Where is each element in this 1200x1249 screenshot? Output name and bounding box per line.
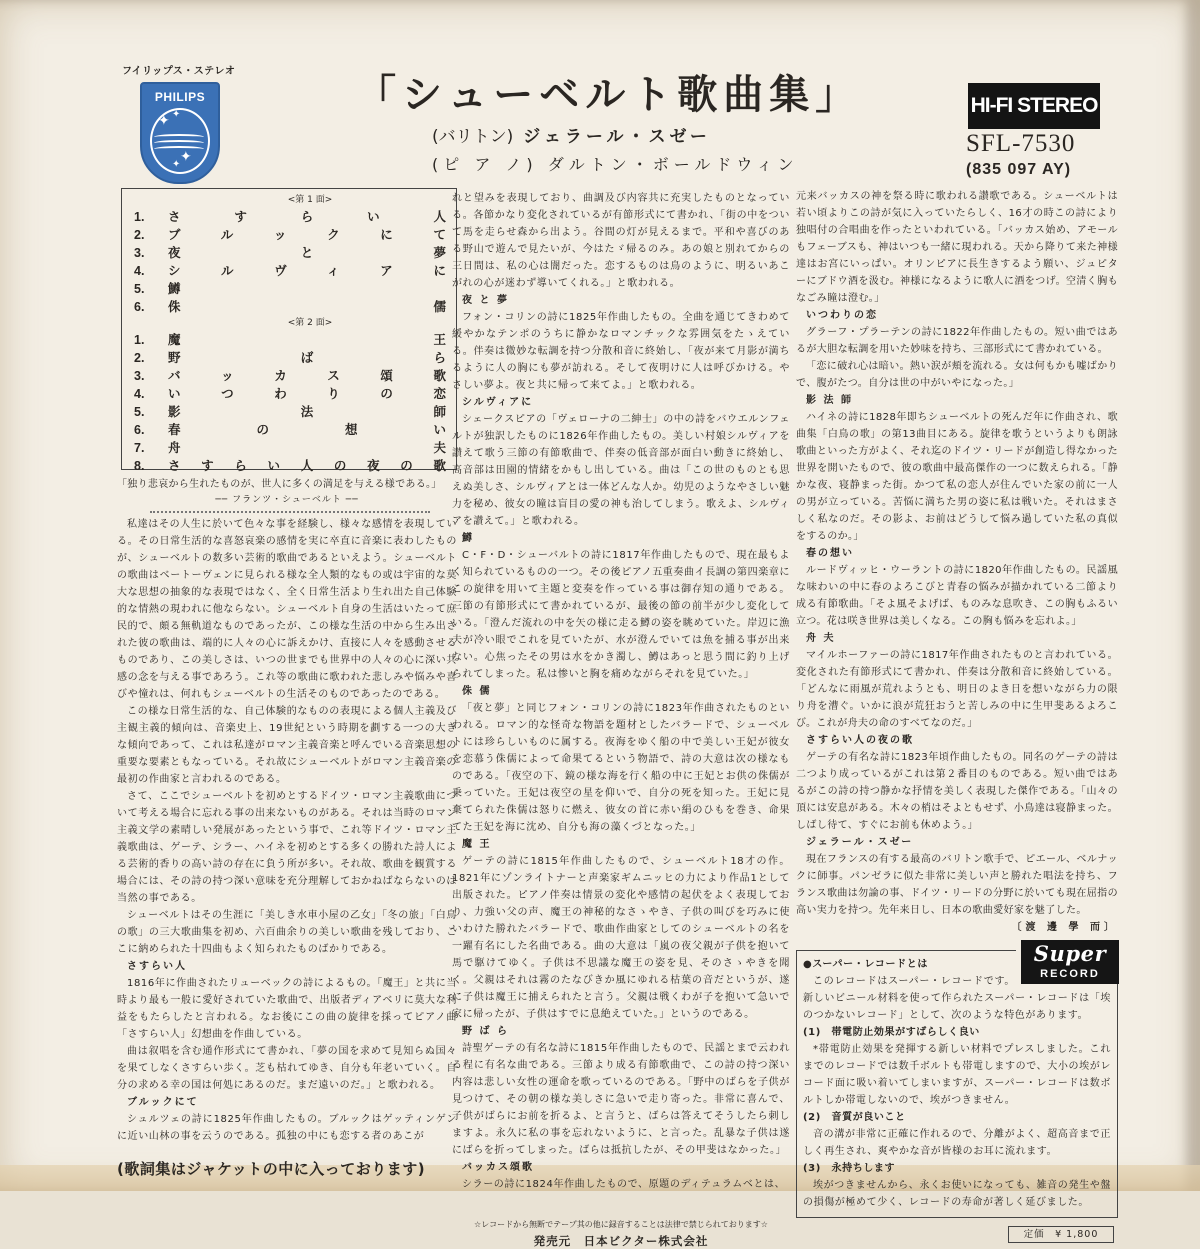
publisher: 発売元 日本ビクター株式会社	[533, 1234, 709, 1248]
super-logo-text: Super	[1033, 941, 1107, 966]
pianist-line: (ピ ア ノ) ダルトン・ボールドウィン	[432, 155, 799, 174]
track-title: 侏儒	[168, 299, 446, 314]
epigraph-quote: 「独り悲哀から生れたものが、世人に多くの満足を与える様である。」	[117, 479, 442, 490]
paragraph: シラーの詩に1824年作曲したもので、原題のディテュラムベとは、	[462, 1179, 786, 1190]
feature-body: 音の溝が非常に正確に作れるので、分離がよく、超高音まで正しく再生され、爽やかな音が皆様のお耳に流れます。	[803, 1129, 1111, 1157]
paragraph: れと望みを表現しており、曲調及び内容共に充実したものとなっている。各節かなり変化されているが有節形式にて書かれ、「街の中をついて馬を走らせ森から出よう。谷間の灯が見えるまで。平和や喜びのある野山で遊んで見たいが、今はたゞ帰るのみ。あの娘と別れてからの三日間は、私の心は闇だった。恋するものは鳥のように、明るいあこがれの心が迷わず導いてくれる。」と歌われる。	[452, 193, 790, 289]
track-number: 2.	[134, 351, 145, 365]
epigraph-attribution: ── フランツ・シューベルト ──	[215, 495, 359, 505]
paragraph: 「夜と夢」と同じフォン・コリンの詩に1823年作曲されたものといわれる。ロマン的な怪奇な物語を題材としたバラードで、シューベルトには珍らしいものに属する。夜海をゆく船の中で美しい王妃が彼女を恋慕う侏儒によって命果てるという物語で、詩の大意は次の様なものである。「夜空の下、鏡の様な海を行く船の中に王妃とお供の侏儒が乗っていた。王妃は夜空の星を仰いで、自分の死を知った。王妃に見棄てられた侏儒は怒りに燃え、彼女の首に赤い絹のひもを巻き、命果てた王妃を海に沈め、自分も海の藻くづとなった。」	[452, 703, 790, 833]
side-label: <第 1 面>	[287, 195, 333, 205]
record-logo-text: RECORD	[1040, 968, 1100, 980]
paragraph: 曲は叙唱を含む通作形式にて書かれ、「夢の国を求めて見知らぬ国々を果てしなくさすらい歩く。芝も枯れてゆき、自分も年老いていく。自分の求める幸の国は何処にあるのだ。まだ遠いのだ。」と歌われる。	[117, 1046, 457, 1091]
track-item	[134, 280, 446, 298]
feature-title: (3) 永持ちします	[803, 1163, 896, 1174]
song-heading: ジェラール・スゼー	[806, 837, 914, 848]
super-record-heading: ●スーパー・レコードとは	[803, 959, 928, 970]
lyrics-note: (歌詞集はジャケットの中に入っております)	[117, 1160, 426, 1178]
track-item	[134, 349, 446, 367]
liner-notes-right-column	[796, 188, 1118, 936]
track-item	[134, 331, 446, 349]
track-title: いつわりの恋	[168, 386, 446, 401]
track-number: 1.	[134, 333, 145, 347]
song-heading: いつわりの恋	[806, 310, 878, 321]
baritone-name: ジェラール・スゼー	[523, 127, 711, 147]
box-border	[796, 950, 1016, 951]
wave-icon	[154, 146, 204, 152]
song-heading: 侏 儒	[462, 686, 492, 697]
star-icon: ✦	[158, 113, 170, 129]
track-title: シルヴィアに	[168, 263, 446, 278]
liner-notes-middle-column	[452, 190, 790, 1193]
track-item	[134, 208, 446, 226]
catalog-number-secondary: (835 097 AY)	[966, 161, 1072, 178]
track-item	[134, 226, 446, 244]
track-number: 6.	[134, 300, 145, 314]
track-number: 1.	[134, 210, 145, 224]
star-icon: ✦	[172, 109, 181, 120]
track-number: 3.	[134, 369, 145, 383]
feature-title: (2) 音質が良いこと	[803, 1112, 906, 1123]
track-item	[134, 421, 446, 439]
brand-caption: フイリップス・ステレオ	[122, 66, 236, 77]
track-number: 5.	[134, 282, 145, 296]
right-column-wrapper	[796, 188, 1118, 1243]
track-number: 7.	[134, 441, 145, 455]
side-label: <第 2 面>	[287, 318, 333, 328]
author-signature: 〔渡 邊 學 而〕	[1011, 922, 1118, 933]
paragraph: 1816年に作曲されたリューベックの詩によるもの。「魔王」と共に当時より最も一般に愛好されていた歌曲で、出版者ディアベリに莫大な利益をもたらしたと言われる。なお後にこの曲の旋律を採ってピアノ曲「さすらい人」幻想曲を作曲している。	[117, 978, 457, 1040]
track-number: 3.	[134, 246, 145, 260]
track-number: 8.	[134, 459, 145, 473]
track-title: 鱒	[168, 281, 181, 296]
paragraph: フォン・コリンの詩に1825年作曲したもの。全曲を通じてきわめて緩やかなテンポのうちに静かなロマンチックな雰囲気をたゝえている。伴奏は微妙な転調を持つ分散和音に終始し、「夜が来て月影が満ちるように人の胸にも夢が訪れる。そして夜明けに人は呼びかける。やさしい夢よ。夜と共に帰って来てよ。」と歌われる。	[452, 312, 790, 391]
song-heading: 夜 と 夢	[462, 295, 509, 306]
paragraph: 「恋に破れ心は暗い。熱い涙が頬を流れる。女は何もかも嘘ばかりで、腹がたつ。自分は世の中がいやになった。」	[796, 361, 1118, 389]
baritone-label: (バリトン)	[432, 127, 514, 147]
track-number: 4.	[134, 387, 145, 401]
song-heading: 春の想い	[806, 548, 854, 559]
paragraph: 私達はその人生に於いて色々な事を経験し、様々な感情を表現している。その日常生活的な喜怒哀楽の感情を実に卒直に音楽に表わしたものが、シューベルトの数多い芸術的歌曲であるといえよう。シューベルトの歌曲はベートーヴェンに見られる様な全人類的なもの或は宇宙的な莫大な思想の抽象的な表現ではなく、全く日常生活より生れ出た自己体験的な情熱の現われに他ならない。シューベルト自身の生活はいたって庶民的で、頗る無軌道なものであったが、この様な生活の中から生み出された彼の歌曲は、端的に人々の心に訴えかけ、直接に人々を感動させるものであり、この美しさは、いつの世までも世界中の人々の心に深い共感の念を与える事であろう。これ等の歌曲に歌われた悲しみや悩みや喜びや憧れは、何れもシューベルトの生活そのものであったのである。	[117, 519, 457, 700]
paragraph: ルードヴィッヒ・ウーラントの詩に1820年作曲したもの。民謡風な味わいの中に春のよろこびと青春の悩みが描かれている二節より成る有節歌曲。「そよ風そよげば、ものみな息吹き、この胸もふるい立つ。花は咲き世界は美しくなる。この胸も悩みを忘れよ。」	[796, 565, 1118, 627]
paragraph: 現在フランスの有する最高のバリトン歌手で、ピエール、ベルナックに師事。パンゼラに似た非常に美しい声と勝れた唱法を持ち、フランス歌曲は勿論の事、ドイツ・リードの分野に於いても現在屈指の高い実力を持つ。先年来日し、日本の歌曲愛好家を魅了した。	[796, 854, 1118, 916]
track-item	[134, 298, 446, 316]
paragraph: C・F・D・シューバルトの詩に1817年作曲したもので、現在最もよく知られているものの一つ。その後ピアノ五重奏曲イ長調の第四楽章にこの旋律を用いて主題と変奏を作っている事は御存知の通りである。三節の有節形式にて書かれているが、最後の節の前半が少し変化している。「澄んだ流れの中を矢の様に走る鱒の姿を眺めていた。岸辺に漁夫が冷い眼でこれを見ていたが、水が澄んでいては魚を捕る事が出来ない。心焦ったその男は水をかき濁し、鱒はあっと思う間に釣り上げられてしまった。私は惨いと胸を痛めながらそれを見ていた。」	[452, 550, 790, 680]
feature-title: (1) 帯電防止効果がすばらしく良い	[803, 1027, 980, 1038]
feature-body: *帯電防止効果を発揮する新しい材料でプレスしました。これまでのレコードでは数千ボルトも帯電しますので、大小の埃がレコード面に吸い着いてしまいますが、スーパー・レコードは数ボルトしか帯電しないので、埃がつきません。	[803, 1044, 1111, 1106]
paragraph: ゲーテの有名な詩に1823年頃作曲したもの。同名のゲーテの詩は二つより成っているがこれは第２番目のものである。短い曲ではあるがこの詩の持つ静かな抒情を美しく表現した傑作である。「山々の頂には安息がある。木々の梢はそよともせず、小鳥達は寝静まった。しばし待て、すぐにお前も休めよう。」	[796, 752, 1118, 831]
track-item	[134, 439, 446, 457]
track-title: 魔王	[168, 332, 446, 347]
paragraph: シェークスピアの「ヴェローナの二紳士」の中の詩をバウエルンフェルトが独訳したものに1826年作曲したもの。美しい村娘シルヴィアを讃えて歌う三節の有節歌曲で、伴奏の低音部が面白い動きに終始し、高音部は田園的情緒をかもし出している。曲は「この世のものとも思えぬ美しさ、シルヴィアとは一体どんな人か。幼児のようなやさしい魅力を秘め、彼女の瞳は盲目の愛の神も治してしまう。歌えよ、シルヴィアを讃えて。」と歌われる。	[452, 414, 790, 527]
track-title: バッカス頌歌	[168, 368, 446, 383]
song-heading: 魔 王	[462, 839, 492, 850]
song-heading: さすらい人	[127, 961, 187, 972]
divider	[150, 508, 430, 513]
track-item	[134, 403, 446, 421]
track-item	[134, 244, 446, 262]
philips-logo	[140, 82, 220, 184]
song-heading: ブルックにて	[127, 1097, 199, 1108]
paragraph: グラーフ・プラーテンの詩に1822年作曲したもの。短い曲ではあるが大胆な転調を用いた妙味を持ち、三部形式にて書かれている。	[796, 327, 1118, 355]
song-heading: 鱒	[462, 533, 474, 544]
super-record-logo	[1021, 940, 1119, 984]
track-title: 舟夫	[168, 440, 446, 455]
song-heading: 野 ば ら	[462, 1026, 509, 1037]
star-icon: ✦	[180, 149, 192, 165]
track-title: さすらい人の夜の歌	[168, 458, 446, 473]
paragraph: この様な日常生活的な、自己体験的なものの表現による個人主義及び主観主義的傾向は、音楽史上、19世紀という時期を劃する一つの大きな傾向であって、これは私達がロマン主義音楽と呼んでいる音楽思想の重要な要素ともなっている。それ故にシューベルトがロマン主義音楽の最初の作曲家と言われるのである。	[117, 706, 457, 785]
paragraph: さて、ここでシューベルトを初めとするドイツ・ロマン主義歌曲について考える場合に忘れる事の出来ないものがある。それは当時のロマン主義文学の素晴しい発展があったという事で、これ等ドイツ・ロマン主義歌曲は、ゲーテ、シラー、ハイネを初めとする多くの勝れた詩人による芸術的香りの高い詩の存在に負う所が多い。それ故、歌曲を観賞する場合には、その詩の持つ深い意味を充分理解しておかねばならないのは当然の事である。	[117, 791, 457, 904]
track-number: 4.	[134, 264, 145, 278]
super-record-points	[803, 1024, 1111, 1211]
copyright-notice: ☆レコードから無断でテープ其の他に録音することは法律で禁じられております☆	[474, 1220, 768, 1229]
feature-body: 埃がつきませんから、永くお使いになっても、雑音の発生や盤の損傷が極めて少く、レコードの寿命が著しく延びました。	[803, 1180, 1111, 1208]
track-item	[134, 457, 446, 475]
track-title: さすらい人	[168, 209, 446, 224]
paragraph: 詩聖ゲーテの有名な詩に1815年作曲したもので、民謡とまで云われる程に有名な曲である。三節より成る有節歌曲で、この詩の持つ深い内容は悲しい女性の運命を歌っているのである。「野中のばらを子供が見つけて、その朝の様な美しさに急いで走り寄った。非常に喜んで、子供がばらにお前を折るよ、と言うと、ばらは答えてそうしたら刺しますよ。永久に私の事を忘れないように、と言った。乱暴な子供は遂にばらを折ってしまった。ばらは抵抗したが、その甲斐はなかった。」	[452, 1043, 790, 1156]
philips-logo-text: PHILIPS	[154, 90, 206, 104]
track-number: 2.	[134, 228, 145, 242]
super-record-intro: このレコードはスーパー・レコードです。新しいビニール材料を使って作られたスーパー・レコードは「埃のつかないレコード」として、次のような特色があります。	[803, 976, 1111, 1021]
track-title: 野ばら	[168, 350, 446, 365]
left-column-wrapper	[117, 516, 457, 1179]
album-title: 「シューベルト歌曲集」	[356, 72, 862, 118]
paragraph: マイルホーファーの詩に1817年作曲されたものと言われている。変化された有節形式にて書かれ、伴奏は分散和音に終始している。「どんなに雨風が荒れようとも、明日のよき日を想いながら力の限り舟を漕ぐ。いかに浪が荒狂おうと苦しみの中に生甲斐あるよろこび。これが舟夫の命のすべてなのだ。」	[796, 650, 1118, 729]
catalog-number: SFL-7530	[966, 130, 1076, 157]
baritone-line	[432, 126, 711, 148]
track-item	[134, 385, 446, 403]
tracklist-box	[121, 188, 457, 473]
song-heading: 影 法 師	[806, 395, 853, 406]
liner-notes-left-column	[117, 516, 457, 1145]
track-item	[134, 367, 446, 385]
paragraph: ハイネの詩に1828年即ちシューベルトの死んだ年に作曲され、歌曲集「白鳥の歌」の第13曲目にある。旋律を歌うというよりも朗詠歌曲といった方がよく、それ迄のドイツ・リードが創造し得なかった世界を開いたもので、彼の歌曲中最高傑作の一つに数えられる。「静かな夜、寝静まった街。かつて私の恋人が住んでいた家の前に一人の男が立っている。苦悩に満ちた男の姿に私は戦いた。それはまさしく私なのだ。その影よ、お前はどうして悩み過していた私の真似をするのか。」	[796, 412, 1118, 542]
star-icon: ✦	[172, 159, 181, 170]
hifi-stereo-badge: HI-FI STEREO	[968, 83, 1100, 129]
track-title: 春の想い	[168, 422, 446, 437]
paragraph: シューベルトはその生涯に「美しき水車小屋の乙女」「冬の旅」「白鳥の歌」の三大歌曲集を初め、六百曲余りの美しい歌曲を残しており、ここに納められた十四曲もよく知られたものばかりである。	[117, 910, 457, 955]
paragraph: 元来バッカスの神を祭る時に歌われる讃歌である。シューベルトは若い頃よりこの詩が気に入っていたらしく、16才の時この詩により独唱付の合唱曲を作ったといわれている。「バッカス始め、アモールもフェーブスも、神はいつも一緒に現われる。天から降りて来た神様達はお宮にいっぱい。オリンピアに長生きするよう願い、ジュピターにブドウ酒を汲む。神様になるように歌人に酒をつげ。空清く胸もなごみ瞳は澄む。」	[796, 191, 1118, 304]
track-title: ブルックにて	[168, 227, 446, 242]
track-item	[134, 262, 446, 280]
song-heading: 舟 夫	[806, 633, 836, 644]
track-number: 6.	[134, 423, 145, 437]
paragraph: シュルツェの詩に1825年作曲したもの。ブルックはゲッティンゲンに近い山林の事を云うのである。孤独の中にも恋する者のあこが	[117, 1114, 457, 1142]
price-label: 定価 ¥ 1,800	[1008, 1226, 1114, 1243]
song-heading: シルヴィアに	[462, 397, 534, 408]
song-heading: さすらい人の夜の歌	[806, 735, 914, 746]
song-heading: バッカス頌歌	[462, 1162, 534, 1173]
paragraph: ゲーテの詩に1815年作曲したもので、シューベルト18才の作。1821年にゾンライトナーと声楽家ギムニッヒの力により作品1として出版された。ピアノ伴奏は情景の変化や感情の起伏をよく表現しており、力強い父の声、魔王の神秘的なさゝやき、子供の叫びを巧みに使いわけた勝れたバラードで、歌曲作曲家としてのシューベルトの名を一躍有名にした名曲である。曲の大意は「嵐の夜父親が子供を抱いて馬で駆けてゆく。子供は不思議な魔王の姿を見、そのさゝやきを聞く。父親はそれは霧のたなびきか風にゆれる枯葉の音だというが、遂に子供は魔王に捕えられたと言う。父親は戦くわが子を抱いて急いで家に帰ったが、子供はすでに息絶えていた。」というのである。	[452, 856, 790, 1020]
super-record-box	[796, 941, 1118, 1218]
track-title: 夜と夢	[168, 245, 446, 260]
track-number: 5.	[134, 405, 145, 419]
track-title: 影法師	[168, 404, 446, 419]
middle-column-wrapper	[452, 190, 790, 1249]
